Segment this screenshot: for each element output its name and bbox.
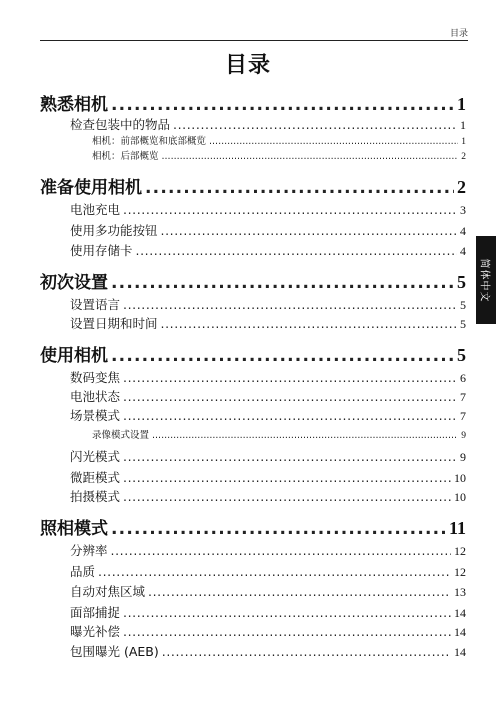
toc-entry-page: 7 xyxy=(460,409,466,423)
toc-entry-title: 品质 xyxy=(70,564,96,579)
toc-dot-leader xyxy=(111,543,451,558)
toc-dot-leader xyxy=(148,584,451,599)
toc-entry-level-1[interactable] xyxy=(40,514,466,539)
toc-entry-title: 微距模式 xyxy=(70,470,121,485)
toc-entry-page: 7 xyxy=(460,390,466,404)
toc-entry-level-2[interactable] xyxy=(70,582,466,600)
toc-entry-page: 5 xyxy=(460,298,466,312)
toc-entry-level-2[interactable] xyxy=(70,368,466,386)
toc-entry-level-1[interactable] xyxy=(40,173,466,198)
toc-entry-level-2[interactable] xyxy=(70,241,466,259)
toc-entry-page: 14 xyxy=(454,606,466,620)
toc-entry-title: 录像模式设置 xyxy=(92,430,150,441)
toc-dot-leader xyxy=(111,95,454,115)
toc-entry-title: 相机：前部概览和底部概览 xyxy=(92,136,207,147)
toc-entry-level-2[interactable] xyxy=(70,115,466,133)
toc-entry-level-2[interactable] xyxy=(70,387,466,405)
toc-entry-page: 5 xyxy=(457,272,466,292)
toc-entry-title: 使用多功能按钮 xyxy=(70,223,158,238)
toc-entry-page: 11 xyxy=(448,518,466,538)
toc-entry-level-1[interactable] xyxy=(40,90,466,115)
language-side-tab xyxy=(476,236,496,324)
toc-entry-page: 9 xyxy=(461,431,466,441)
toc-entry-level-2[interactable] xyxy=(70,295,466,313)
toc-dot-leader xyxy=(162,644,451,659)
toc-entry-level-1[interactable] xyxy=(40,341,466,366)
toc-entry-title: 拍摄模式 xyxy=(70,489,121,504)
toc-entry-level-2[interactable] xyxy=(70,487,466,505)
toc-dot-leader xyxy=(123,370,457,385)
toc-entry-title: 自动对焦区域 xyxy=(70,584,146,599)
toc-entry-title: 场景模式 xyxy=(70,408,121,423)
toc-entry-level-2[interactable] xyxy=(70,541,466,559)
toc-dot-leader xyxy=(123,408,457,423)
toc-entry-page: 10 xyxy=(454,490,466,504)
toc-dot-leader xyxy=(123,605,451,620)
page-title: 目录 xyxy=(224,53,271,78)
toc-entry-title: 设置日期和时间 xyxy=(70,316,158,331)
toc-entry-page: 1 xyxy=(461,137,466,147)
toc-dot-leader xyxy=(123,297,457,312)
toc-entry-page: 12 xyxy=(454,565,466,579)
toc-dot-leader xyxy=(111,273,454,293)
toc-entry-title: 闪光模式 xyxy=(70,449,121,464)
toc-entry-level-2[interactable] xyxy=(70,603,466,621)
toc-entry-title: 相机：后部概览 xyxy=(92,151,159,162)
toc-entry-title: 面部捕捉 xyxy=(70,605,121,620)
toc-entry-title: 设置语言 xyxy=(70,297,121,312)
toc-entry-title: 分辨率 xyxy=(70,543,108,558)
toc-entry-title: 使用相机 xyxy=(40,346,108,366)
toc-entry-title: 包围曝光 (AEB) xyxy=(70,644,159,659)
toc-entry-page: 4 xyxy=(460,224,466,238)
toc-dot-leader xyxy=(123,624,451,639)
toc-entry-page: 2 xyxy=(457,177,466,197)
toc-entry-page: 10 xyxy=(454,471,466,485)
toc-entry-level-2[interactable] xyxy=(70,622,466,640)
toc-entry-title: 初次设置 xyxy=(40,273,108,293)
header-rule xyxy=(40,40,468,41)
toc-entry-level-3[interactable] xyxy=(92,133,466,147)
toc-entry-title: 使用存储卡 xyxy=(70,243,133,258)
toc-entry-level-3[interactable] xyxy=(92,148,466,162)
toc-entry-title: 电池状态 xyxy=(70,389,121,404)
toc-dot-leader xyxy=(111,519,446,539)
toc-dot-leader xyxy=(123,202,457,217)
toc-entry-title: 照相模式 xyxy=(40,519,108,539)
toc-entry-level-2[interactable] xyxy=(70,221,466,239)
toc-dot-leader xyxy=(209,136,458,147)
toc-entry-level-2[interactable] xyxy=(70,447,466,465)
toc-entry-page: 9 xyxy=(460,450,466,464)
toc-dot-leader xyxy=(111,346,454,366)
toc-entry-page: 3 xyxy=(460,203,466,217)
toc-entry-level-2[interactable] xyxy=(70,468,466,486)
toc-entry-title: 准备使用相机 xyxy=(40,178,142,198)
toc-dot-leader xyxy=(123,489,451,504)
toc-entry-level-1[interactable] xyxy=(40,268,466,293)
side-tab-label: 简体中文 xyxy=(478,258,490,302)
toc-entry-page: 4 xyxy=(460,244,466,258)
toc-entry-title: 曝光补偿 xyxy=(70,624,121,639)
toc-entry-title: 数码变焦 xyxy=(70,370,121,385)
toc-entry-level-3[interactable] xyxy=(92,427,466,441)
toc-entry-level-2[interactable] xyxy=(70,642,466,660)
toc-dot-leader xyxy=(162,151,459,162)
toc-entry-page: 5 xyxy=(457,345,466,365)
toc-dot-leader xyxy=(136,243,457,258)
toc-entry-page: 1 xyxy=(460,118,466,132)
toc-entry-level-2[interactable] xyxy=(70,406,466,424)
toc-entry-level-2[interactable] xyxy=(70,200,466,218)
toc-entry-page: 1 xyxy=(457,94,466,114)
toc-dot-leader xyxy=(123,389,457,404)
toc-entry-page: 14 xyxy=(454,645,466,659)
toc-entry-title: 电池充电 xyxy=(70,202,121,217)
toc-dot-leader xyxy=(152,430,458,441)
toc-entry-page: 5 xyxy=(460,317,466,331)
toc-entry-page: 2 xyxy=(461,152,466,162)
toc-entry-title: 熟悉相机 xyxy=(40,95,108,115)
running-header: 目录 xyxy=(449,29,468,39)
toc-dot-leader xyxy=(98,564,451,579)
toc-dot-leader xyxy=(173,117,457,132)
toc-entry-level-2[interactable] xyxy=(70,314,466,332)
toc-dot-leader xyxy=(123,470,451,485)
toc-entry-title: 检查包装中的物品 xyxy=(70,117,171,132)
toc-entry-page: 12 xyxy=(454,544,466,558)
toc-dot-leader xyxy=(123,449,457,464)
toc-entry-page: 14 xyxy=(454,625,466,639)
toc-dot-leader xyxy=(161,316,457,331)
toc-dot-leader xyxy=(145,178,454,198)
toc-entry-page: 6 xyxy=(460,371,466,385)
toc-entry-level-2[interactable] xyxy=(70,562,466,580)
toc-entry-page: 13 xyxy=(454,585,466,599)
toc-dot-leader xyxy=(161,223,457,238)
